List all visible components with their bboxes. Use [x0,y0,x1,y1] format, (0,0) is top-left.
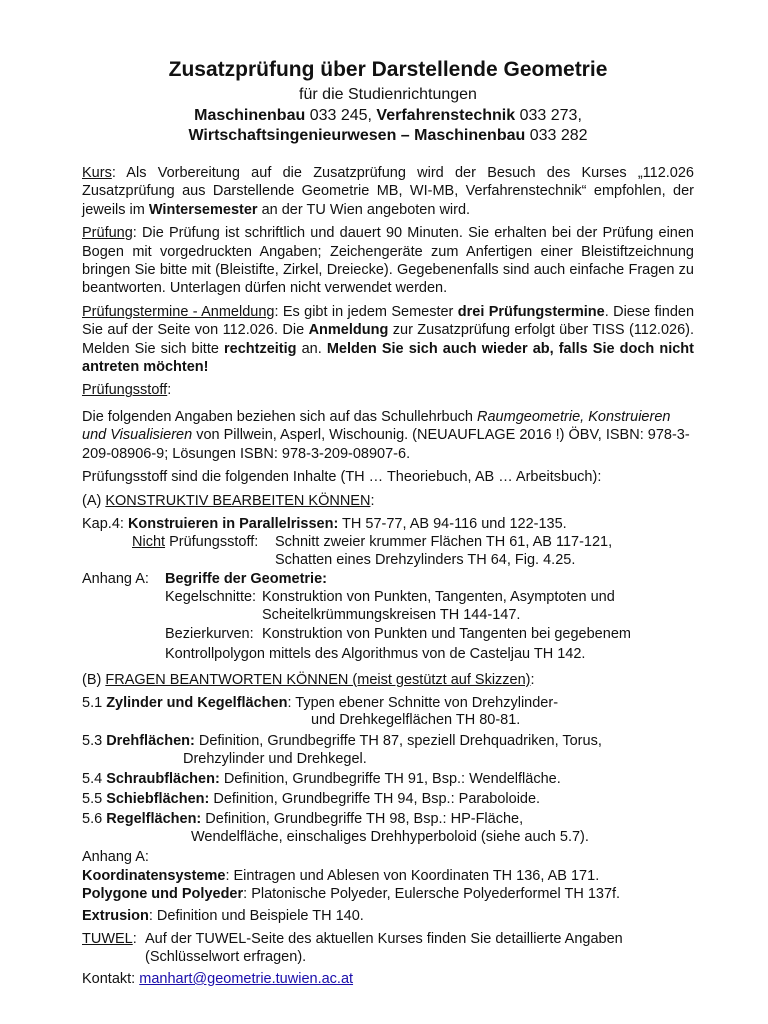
nicht-line1: Schnitt zweier krummer Flächen TH 61, AB 117-121, [275,533,613,550]
nicht-line2: Schatten eines Drehzylinders TH 64, Fig. 4.25. [275,551,576,568]
kurs-label: Kurs [82,165,112,181]
tuwel-block [82,930,694,970]
section-b-heading: (B) FRAGEN BEANTWORTEN KÖNNEN (meist gestützt auf Skizzen): [82,671,535,688]
bezier-label: Bezierkurven: [165,625,254,642]
termine-paragraph: Prüfungstermine - Anmeldung: Es gibt in jedem Semester drei Prüfungstermine. Diese finden Sie auf der Seite von 112.026. Die Anmeldung zur Zusatzprüfung erfolgt über TISS (112.026). Melden Sie sich bitte rechtzeitig an. Melden Sie sich auch wieder ab, falls Sie doch nicht antreten möchten! [82,303,695,376]
anhang-a-heading: Begriffe der Geometrie: [165,570,327,587]
kegel-line1: Konstruktion von Punkten, Tangenten, Asymptoten und [262,588,615,605]
tuwel-line2: (Schlüsselwort erfragen). [145,948,307,965]
bezier-line2: Kontrollpolygon mittels des Algorithmus von de Casteljau TH 142. [165,645,586,662]
nicht-label: Nicht Prüfungsstoff: [132,533,259,550]
kontakt-email-link[interactable]: manhart@geometrie.tuwien.ac.at [139,970,354,987]
item-5-3: 5.3 Drehflächen: Definition, Grundbegriffe TH 87, speziell Drehquadriken, Torus, [82,733,602,750]
program-verfahrenstechnik: Verfahrenstechnik [376,107,516,124]
tuwel-line1: Auf der TUWEL-Seite des aktuellen Kurses finden Sie detaillierte Angaben [145,930,623,947]
kap4-line: Kap.4: Konstruieren in Parallelrissen: TH 57-77, AB 94-116 und 122-135. [82,515,567,532]
wintersemester-bold: Wintersemester [148,201,258,218]
polygone-line: Polygone und Polyeder: Platonische Polyeder, Eulersche Polyederformel TH 137f. [82,886,621,903]
document-title: Zusatzprüfung über Darstellende Geometrie [168,58,608,81]
study-programs-line1 [82,106,694,126]
program-number-3: 033 282 [525,127,588,144]
section-a-block [82,515,694,645]
extrusion-line: Extrusion: Definition und Beispiele TH 140. [82,907,364,924]
pruefung-label: Prüfung [82,225,133,242]
kontakt-line: Kontakt: manhart@geometrie.tuwien.ac.at [82,970,354,987]
anhang-a-label: Anhang A: [82,570,149,587]
bezier-line2-row [82,645,694,663]
document-page [82,56,694,988]
program-number-1: 033 245, [305,107,377,124]
program-number-2: 033 273, [515,107,582,124]
textbook-title: Raumgeometrie, Konstruieren und Visualisieren [82,408,671,444]
kurs-paragraph: Kurs: Als Vorbereitung auf die Zusatzprüfung wird der Besuch des Kurses „112.026 Zusatzprüfung aus Darstellende Geometrie MB, WI-MB, Verfahrenstechnik“ empfohlen, der jeweils im Wintersemester an der TU Wien angeboten wird. [82,165,694,218]
stoff-inhalte: Prüfungsstoff sind die folgenden Inhalte (TH … Theoriebuch, AB … Arbeitsbuch): [82,469,602,486]
section-a-heading: (A) KONSTRUKTIV BEARBEITEN KÖNNEN: [82,492,375,509]
kegel-label: Kegelschnitte: [165,588,257,605]
pruefung-paragraph: Prüfung: Die Prüfung ist schriftlich und dauert 90 Minuten. Sie erhalten bei der Prüfung einen Bogen mit vorgedruckten Angaben; Zeichengeräte zum Anfertigen einer Bleistiftzeichnung bringen Sie bitte mit (Bleistifte, Zirkel, Dreiecke). Gegebenenfalls sind auch einfache Fragen zu beantworten. Unterlagen dürfen nicht verwendet werden. [82,225,694,297]
item-5-1: 5.1 Zylinder und Kegelflächen: Typen ebener Schnitte von Drehzylinder- [82,695,559,712]
item-5-4: 5.4 Schraubflächen: Definition, Grundbegriffe TH 91, Bsp.: Wendelfläche. [82,771,561,788]
stoff-heading: Prüfungsstoff: [82,382,172,399]
section-b-anhang-label: Anhang A: [82,849,149,866]
termine-label: Prüfungstermine - Anmeldung [82,303,275,320]
kegel-line2: Scheitelkrümmungskreisen TH 144-147. [262,606,521,623]
item-5-6-cont: Wendelfläche, einschaliges Drehhyperboloid (siehe auch 5.7). [191,829,589,846]
koordinaten-line: Koordinatensysteme: Eintragen und Ablesen von Koordinaten TH 136, AB 171. [82,867,600,884]
study-programs-line2 [82,126,694,146]
tuwel-label: TUWEL: [82,930,137,947]
stoff-label: Prüfungsstoff [82,382,168,399]
section-b-block [82,694,694,840]
item-5-6: 5.6 Regelflächen: Definition, Grundbegriffe TH 98, Bsp.: HP-Fläche, [82,811,524,828]
program-wimb: Wirtschaftsingenieurwesen – Maschinenbau [188,127,526,144]
program-maschinenbau: Maschinenbau [194,107,306,124]
item-5-1-cont: und Drehkegelflächen TH 80-81. [311,712,521,729]
textbook-paragraph: Die folgenden Angaben beziehen sich auf das Schullehrbuch Raumgeometrie, Konstruieren und Visualisieren von Pillwein, Asperl, Wischounig. (NEUAUFLAGE 2016 !) ÖBV, ISBN: 978-3-209-08906-9; Lösungen ISBN: 978-3-209-08907-6. [82,408,690,462]
item-5-3-cont: Drehzylinder und Drehkegel. [183,751,367,768]
document-subtitle: für die Studienrichtungen [299,86,477,103]
bezier-line1: Konstruktion von Punkten und Tangenten bei gegebenem [262,625,631,642]
item-5-6-cont-row [82,828,694,846]
item-5-5: 5.5 Schiebflächen: Definition, Grundbegriffe TH 94, Bsp.: Paraboloide. [82,791,541,808]
